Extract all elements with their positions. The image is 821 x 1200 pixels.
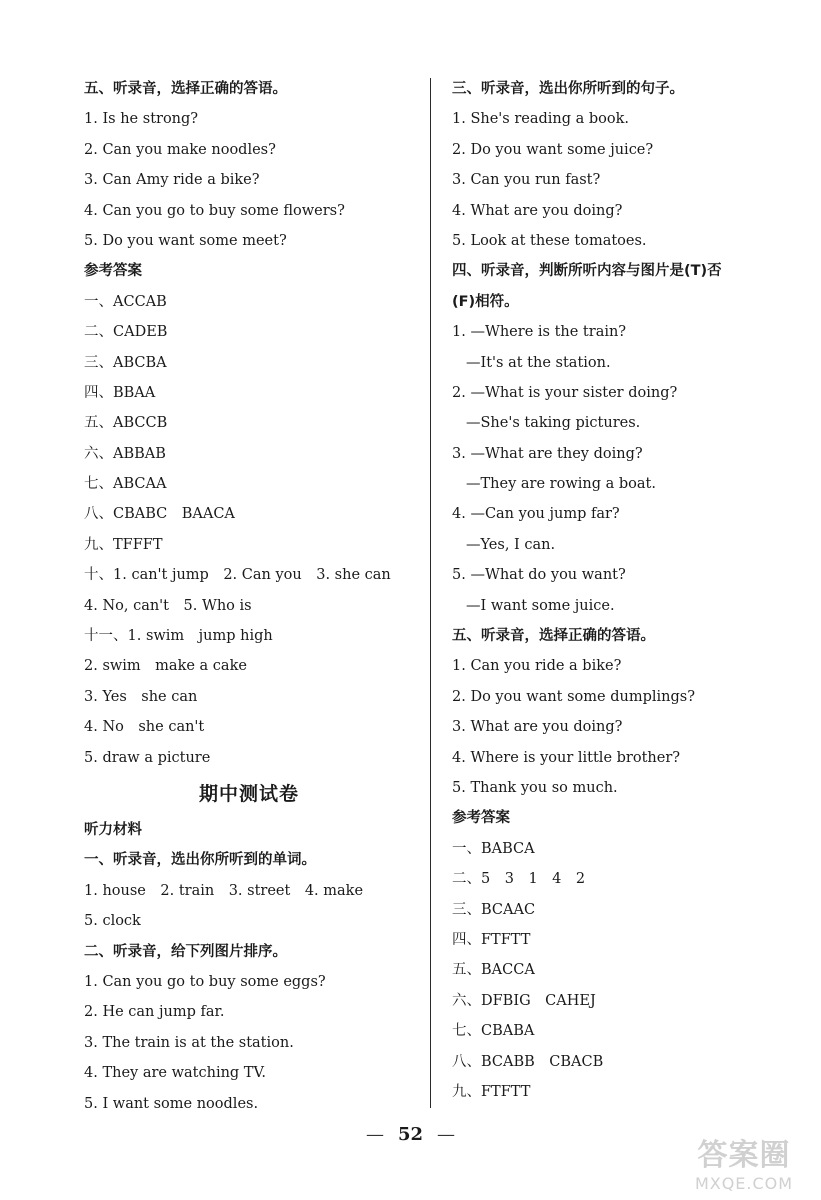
text-line: 2. Can you make noodles? [84,141,276,158]
section-title: 期中测试卷 [198,782,299,805]
text-line: 5. I want some noodles. [84,1095,259,1112]
right-column [452,74,792,1107]
text-line: 七、ABCAA [84,476,167,493]
text-line: 3. —What are they doing? [452,445,643,462]
text-line: 九、TFFFT [84,536,163,553]
text-line: 5. Look at these tomatoes. [452,232,647,249]
text-line: 3. What are you doing? [452,719,623,736]
watermark-logo-text: 答案圈 [697,1138,791,1173]
text-line: 4. Can you go to buy some flowers? [84,202,345,219]
column-divider [430,78,431,1108]
text-line: 2. He can jump far. [84,1004,225,1021]
text-line: 3. Yes she can [84,688,198,705]
text-line: 4. What are you doing? [452,202,623,219]
section-heading: 参考答案 [84,263,142,280]
page-number-dash-right: — [437,1124,456,1145]
text-line: 2. swim make a cake [84,658,247,675]
text-line: 5. clock [84,913,141,930]
text-line: 1. —Where is the train? [452,324,627,341]
page-number-dash-left: — [365,1124,384,1145]
section-heading: 五、听录音，选择正确的答语。 [84,81,287,97]
text-line: 1. She's reading a book. [452,111,630,128]
text-line: 5. —What do you want? [452,567,626,584]
section-heading: 一、听录音，选出你所听到的单词。 [84,852,316,869]
text-line: 4. Where is your little brother? [452,749,681,766]
section-heading: 参考答案 [452,810,510,827]
section-heading: 听力材料 [84,821,142,838]
text-line: 九、FTFTT [452,1083,531,1100]
section-heading: 三、听录音，选出你所听到的句子。 [452,81,684,97]
text-line: 3. The train is at the station. [84,1034,294,1051]
text-line: 3. Can you run fast? [452,172,601,189]
text-line: 1. Is he strong? [84,111,199,128]
text-line: —I want some juice. [466,597,615,614]
text-line: 二、CADEB [84,324,168,341]
text-line: 一、ACCAB [84,293,167,310]
text-line: 五、BACCA [452,962,535,979]
section-heading: (F)相符。 [452,293,519,310]
text-line: 十、1. can't jump 2. Can you 3. she can [84,567,391,584]
text-line: 四、BBAA [84,384,156,401]
section-heading: 二、听录音，给下列图片排序。 [84,943,287,960]
text-line: 1. house 2. train 3. street 4. make [84,882,364,899]
text-line: 5. Thank you so much. [452,779,618,796]
text-line: 三、ABCBA [84,354,167,371]
text-line: 五、ABCCB [84,415,168,432]
text-line: 六、ABBAB [84,445,166,462]
text-line: —She's taking pictures. [466,415,641,432]
text-line: —They are rowing a boat. [466,476,656,493]
text-line: 4. They are watching TV. [84,1065,267,1082]
text-line: 三、BCAAC [452,901,536,918]
text-line: 2. Do you want some juice? [452,141,654,158]
text-line: 八、CBABC BAACA [84,506,235,523]
text-line: 4. —Can you jump far? [452,506,620,523]
text-line: 四、FTFTT [452,931,531,948]
text-line: 5. draw a picture [84,749,211,766]
watermark [679,1138,809,1194]
watermark-url: MXQE.COM [694,1174,794,1193]
section-heading: 五、听录音，选择正确的答语。 [452,628,655,645]
page-number-text: 52 [397,1124,424,1145]
text-line: 2. Do you want some dumplings? [452,688,695,705]
left-column [84,74,414,1119]
text-line: —It's at the station. [466,354,611,371]
text-line: 2. —What is your sister doing? [452,384,678,401]
text-line: 3. Can Amy ride a bike? [84,172,260,189]
text-line: 六、DFBIG CAHEJ [452,992,596,1009]
text-line: —Yes, I can. [466,536,556,553]
text-line: 七、CBABA [452,1023,535,1040]
text-line: 4. No, can't 5. Who is [84,597,252,614]
text-line: 二、5 3 1 4 2 [452,871,586,888]
text-line: 4. No she can't [84,719,205,736]
text-line: 十一、1. swim jump high [84,628,273,645]
text-line: 一、BABCA [452,840,535,857]
text-line: 1. Can you ride a bike? [452,658,622,675]
text-line: 八、BCABB CBACB [452,1053,604,1070]
text-line: 5. Do you want some meet? [84,232,287,249]
text-line: 1. Can you go to buy some eggs? [84,973,326,990]
section-heading: 四、听录音，判断所听内容与图片是(T)否 [452,263,722,280]
